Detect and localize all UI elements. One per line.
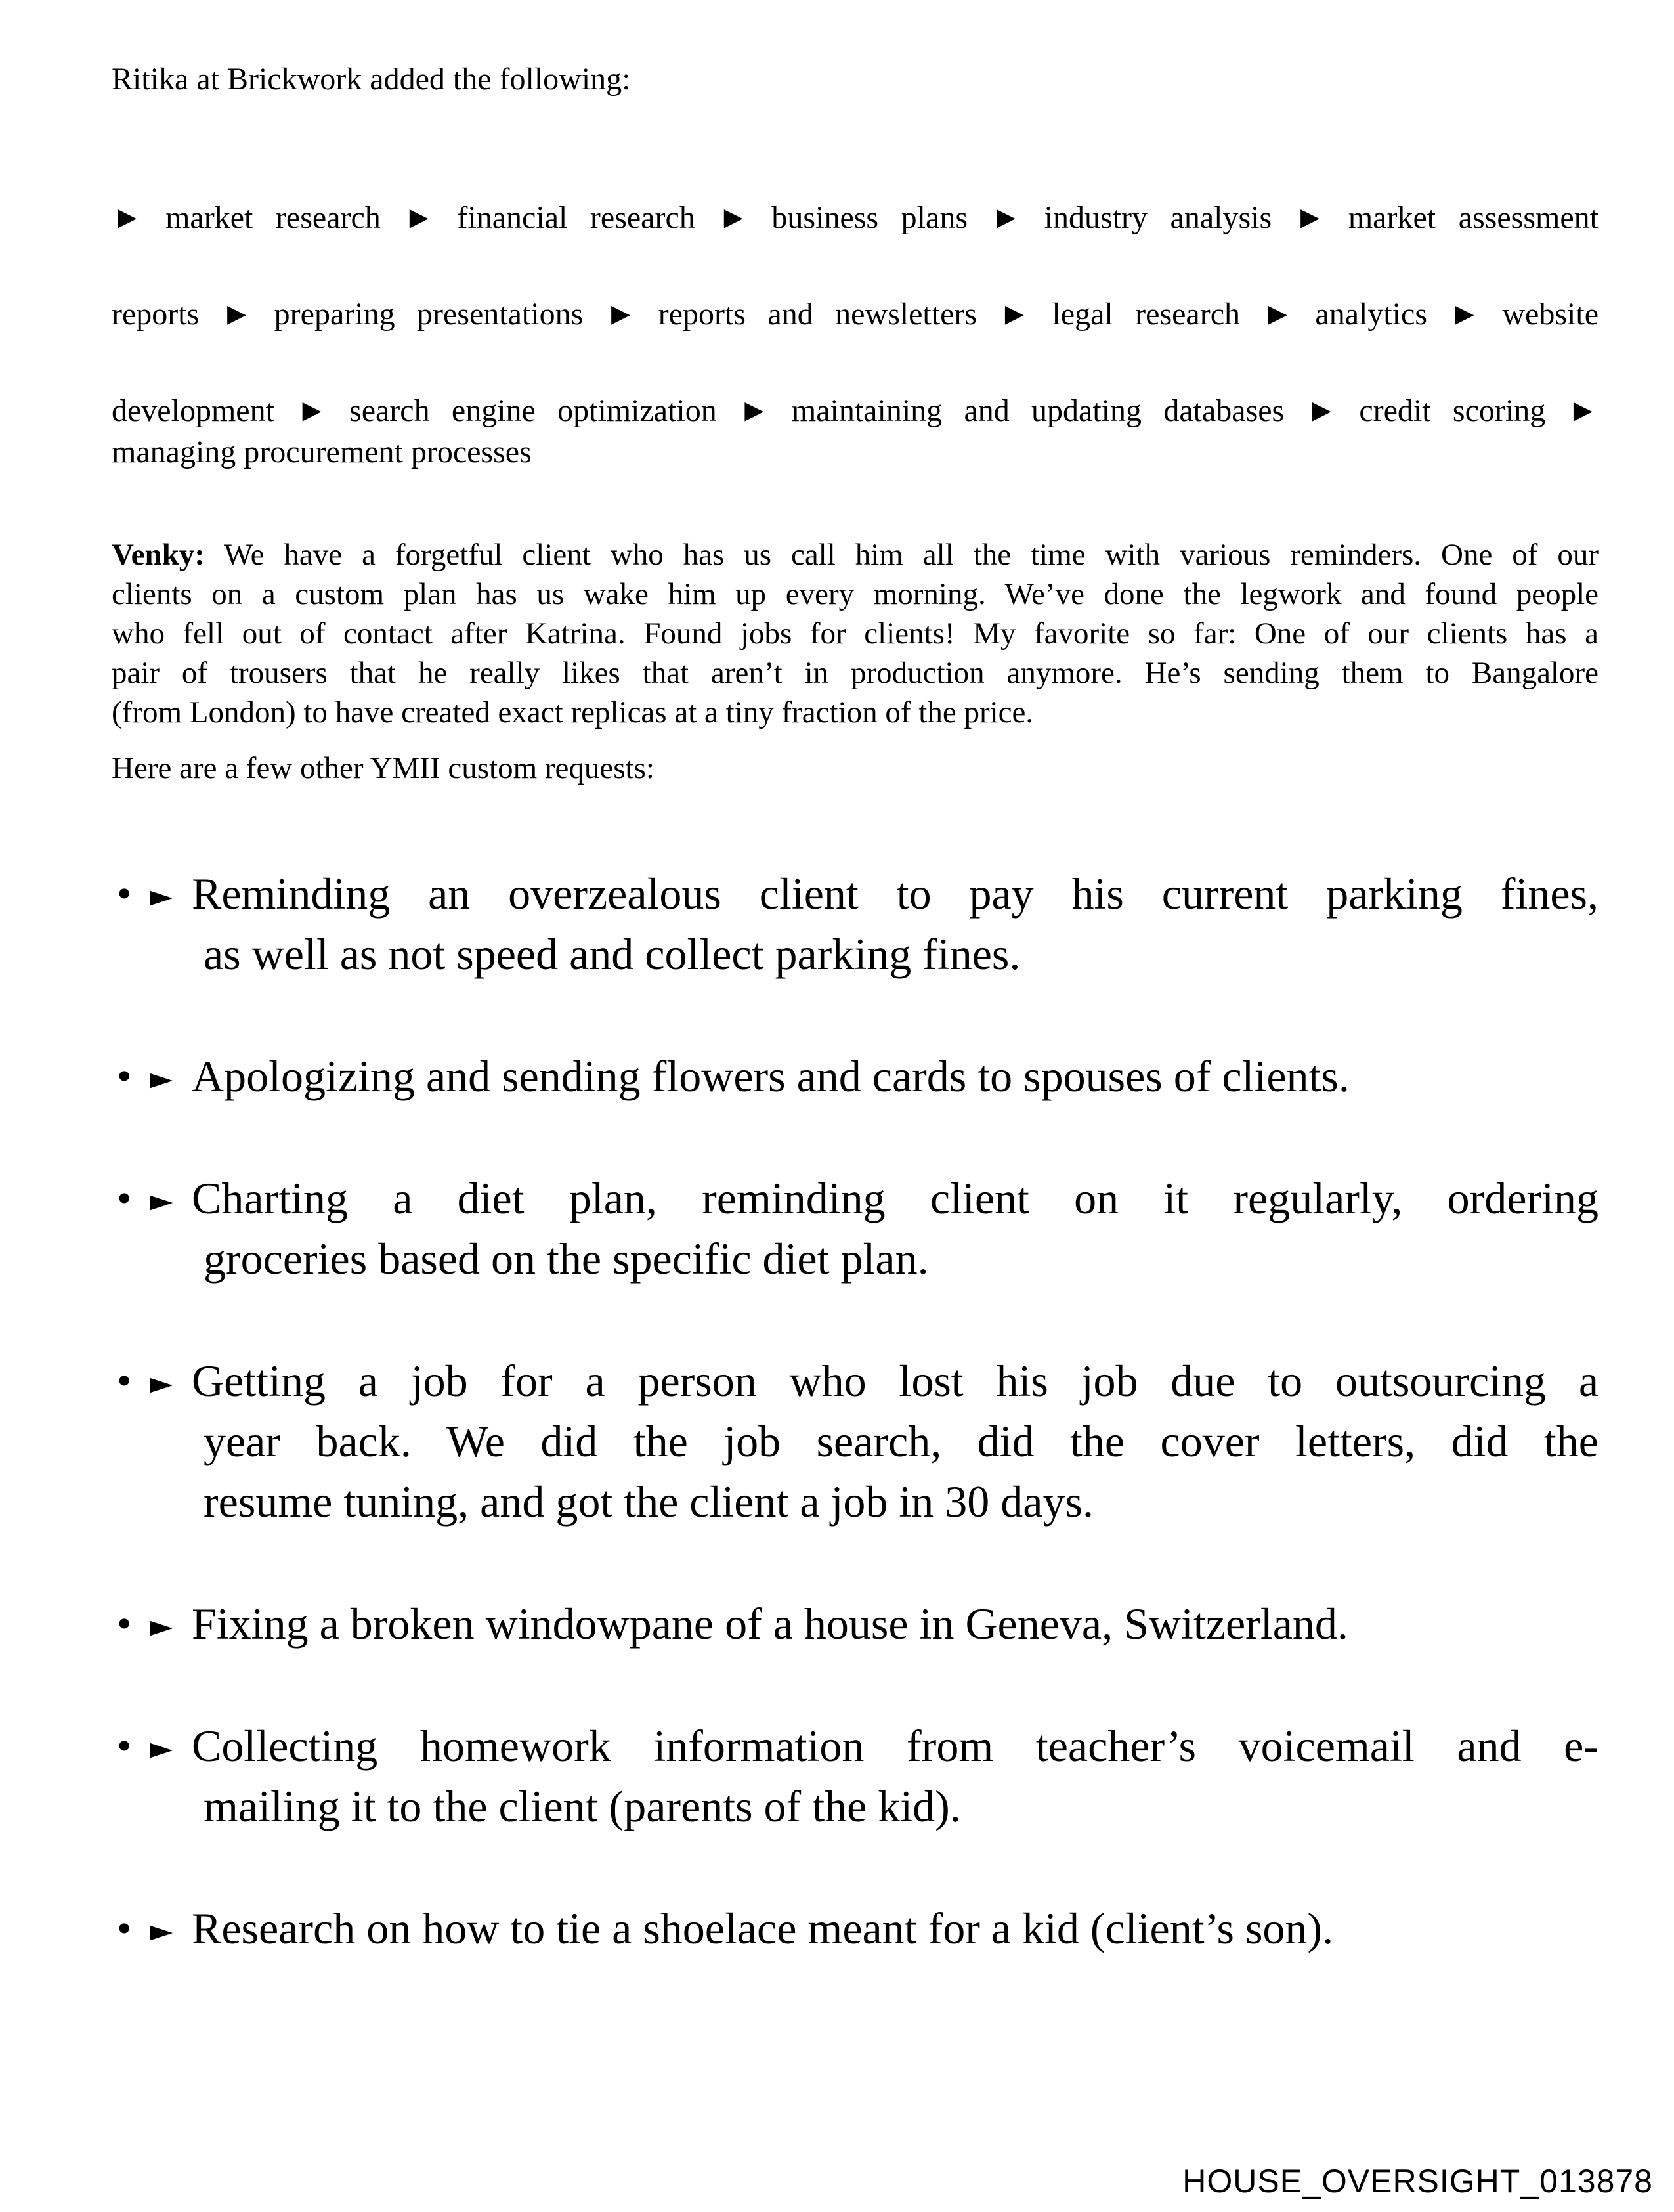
list-item-line: year back. We did the job search, did the cover letters, did the [204, 1416, 1599, 1466]
bullet-arrow-icon: ► [150, 1730, 173, 1766]
list-item-line: Reminding an overzealous client to pay his current parking fines, [192, 869, 1599, 919]
bullet-dot-icon: • [117, 1722, 132, 1769]
bullet-arrow-icon: ► [150, 1182, 173, 1218]
followup-line: Here are a few other YMII custom requests: [112, 751, 655, 785]
venky-paragraph [112, 535, 1599, 732]
paragraph-line: clients on a custom plan has us wake him up every morning. We’ve done the legwork and found people [112, 577, 1599, 611]
paragraph-line: (from London) to have created exact replicas at a tiny fraction of the price. [112, 695, 1034, 729]
paragraph-line [112, 535, 1599, 575]
list-item-line: Getting a job for a person who lost his job due to outsourcing a [192, 1356, 1599, 1406]
bullet-arrow-icon: ► [150, 1060, 173, 1096]
list-item-line: as well as not speed and collect parking fines. [204, 929, 1021, 979]
list-item [112, 863, 1599, 984]
bullet-dot-icon: • [117, 1052, 132, 1099]
bullet-arrow-icon: ► [150, 1913, 173, 1948]
paragraph-line: who fell out of contact after Katrina. Found jobs for clients! My favorite so far: One of our clients has a [112, 617, 1599, 651]
bullet-dot-icon: • [117, 1357, 132, 1404]
speaker-label: Venky: [112, 538, 205, 572]
list-item-line: Charting a diet plan, reminding client on it regularly, ordering [192, 1173, 1599, 1223]
list-item [112, 1898, 1599, 1959]
bullet-dot-icon: • [117, 1175, 132, 1221]
bullet-arrow-icon: ► [150, 1365, 173, 1400]
list-item-line: Fixing a broken windowpane of a house in Geneva, Switzerland. [192, 1599, 1348, 1649]
list-item-line: Apologizing and sending flowers and cards to spouses of clients. [192, 1051, 1350, 1101]
bullet-dot-icon: • [117, 1600, 132, 1647]
custom-requests-list [112, 863, 1599, 1959]
paragraph-text: We have a forgetful client who has us call him all the time with various reminders. One of our [204, 538, 1599, 572]
bullet-arrow-icon: ► [150, 1608, 173, 1643]
list-item [112, 1716, 1599, 1836]
paragraph-line: pair of trousers that he really likes that aren’t in production anymore. He’s sending them to Bangalore [112, 656, 1599, 690]
bullet-arrow-icon: ► [150, 878, 173, 913]
list-item-line: Collecting homework information from teacher’s voicemail and e- [192, 1721, 1599, 1771]
list-item [112, 1351, 1599, 1532]
services-line: ► market research ► financial research ► business plans ► industry analysis ► market assessment [112, 200, 1599, 235]
services-line: development ► search engine optimization ► maintaining and updating databases ► credit scoring ► [112, 393, 1599, 428]
list-item [112, 1594, 1599, 1654]
services-line: reports ► preparing presentations ► reports and newsletters ► legal research ► analytics ► website [112, 297, 1599, 332]
bullet-dot-icon: • [117, 1905, 132, 1951]
list-item [112, 1046, 1599, 1106]
list-item-line: resume tuning, and got the client a job in 30 days. [204, 1477, 1094, 1527]
list-item-line: mailing it to the client (parents of the kid). [204, 1781, 961, 1831]
document-header: Ritika at Brickwork added the following: [112, 62, 631, 97]
list-item [112, 1168, 1599, 1289]
bates-number: HOUSE_OVERSIGHT_013878 [1182, 2163, 1653, 2200]
bullet-dot-icon: • [117, 870, 132, 917]
list-item-line: Research on how to tie a shoelace meant for a kid (client’s son). [192, 1903, 1334, 1953]
services-line: managing procurement processes [112, 435, 532, 469]
list-item-line: groceries based on the specific diet plan. [204, 1234, 929, 1284]
services-list [112, 197, 1599, 473]
